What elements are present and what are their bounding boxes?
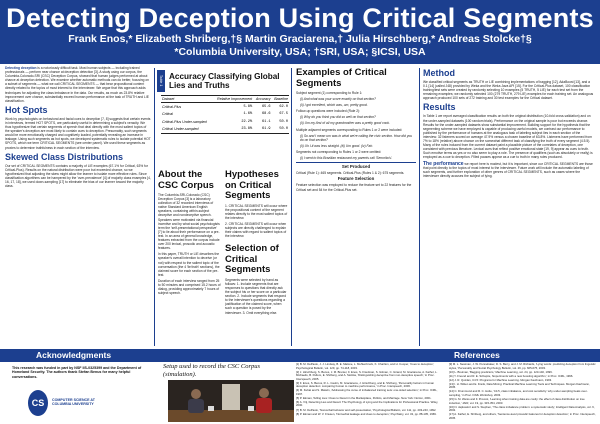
about-text: The Columbia-SRI-Colorado (CSC) Deception Corpus [3] is a laboratory collection of 32 recorded interviews of native Standard American English speakers, containing within-subject deceptive and nondeceptive speech. Speakers were motivated via financial incentive and by what social psychologists term the 'self-presentational perspective' [7] to lie about their performance on a pre-test. In an area of general knowledge, features extracted from the corpus include over 200 lexical, prosodic and acoustic features. <box>158 193 220 251</box>
hypothesis-item: 2. CRITICAL SEGMENTS will occur when subjects are directly challenged to explain their claims with regard to salient topics of the interview. <box>225 221 287 239</box>
table-cell: 61.1 <box>261 119 271 124</box>
table-cell: 65.6 <box>261 104 271 109</box>
reference-item: [9] M. L. Newman, J. W. Pennebaker, D. S. Berry, and J. M. Richards, 'Lying words: predicting deception from linguistic styles,' Personality and Social Psychology Bulletin, vol. 29, pp. 665-675, 2003. <box>449 363 596 370</box>
column-hypotheses <box>225 168 288 346</box>
examples-omitted: Segments not corresponding to Rules 1 or 2 were omitted: <box>296 149 382 154</box>
selection-heading: Selection of Critical Segments <box>225 243 279 276</box>
table-cell: Critical-Plus Under-sampled <box>162 119 207 124</box>
author-list: Frank Enos,* Elizabeth Shriberg,†§ Martin Graciarena,† Julia Hirschberg,* Andreas Stolcke†§ <box>68 33 532 45</box>
column-about <box>158 168 221 346</box>
table-cell: 67.5 <box>279 112 288 117</box>
reference-item: [15] G. M. Weiss and F. Provost, 'Learning when training data are costly: the effect of class distribution on tree induction,' JAIR, vol. 19, pp. 315-354, 2003. <box>449 397 585 405</box>
person-left-body <box>188 399 204 413</box>
performance-lead: The performance <box>423 160 464 167</box>
performance-text: we report here is modest, but it is important, since our CRITICAL SEGMENTS are those that point directly to the topics of most interest to the interviewer. Future work will include the automatic labeling of such segments, and further exploration of other genres of CRITICAL SEGMENTS, such as cases where the interviewer directly accuses the subject of lying. <box>423 161 593 178</box>
column-divider <box>419 68 420 346</box>
table-cell: Critical-Plus <box>162 104 182 109</box>
table-row <box>161 103 289 111</box>
hot-spots-heading: Hot Spots <box>5 104 48 115</box>
reference-item: [16] N. Japkowicz and S. Stephen, 'The class imbalance problem: a systematic study,' Intelligent Data Analysis, vol. 6, 2002. <box>449 404 595 413</box>
column-examples <box>296 66 416 348</box>
accuracy-table <box>161 95 289 134</box>
footer-bar <box>0 349 600 362</box>
person-left-head <box>191 389 201 399</box>
example-line: (ii) Uh I-it was less straight. (iii) Um good. (iv) Fair. <box>300 143 373 148</box>
example-line: (ii) Um my-first of all my grandmother was a pretty good cook. <box>300 121 390 126</box>
reference-item: [10] L. Breiman, 'Bagging predictors,' Machine Learning, vol. 24, pp. 123-140, 1996. <box>449 369 553 374</box>
example-line: (ii) I got excellent, which was, um, pretty good. <box>300 103 368 108</box>
table-cell: 5.8% <box>243 104 253 109</box>
column-method <box>423 66 595 348</box>
results-heading: Results <box>423 102 456 113</box>
examples-multiple: Multiple adjacent segments corresponding to Rules 1 or 2 were included: <box>296 127 403 132</box>
table-cell: 50.0 <box>272 126 289 134</box>
divider <box>296 162 416 163</box>
table-title: Accuracy Classifying Global Lies and Truths <box>169 72 280 90</box>
table-cell: 62.0 <box>279 104 288 109</box>
table-surface <box>168 410 294 422</box>
acknowledgments-heading: Acknowledgments <box>36 350 112 360</box>
performance-paragraph <box>423 162 595 178</box>
reference-item: [12] J. R. Quinlan, C4.5: Programs for Machine Learning. Morgan Kaufmann, 1993. <box>449 377 552 382</box>
reference-item: [4] M. Kubat and S. Matwin, 'Addressing the curse of imbalanced training sets: one-sided selection,' in Proc. ICML, 1997. <box>296 388 438 396</box>
table-cell: 22.2% <box>241 119 253 124</box>
intro-lead: Detecting deception <box>5 66 37 70</box>
table-header-relative-improvement: Relative Improvement <box>212 96 253 103</box>
references-list <box>296 363 596 423</box>
reference-item: [17] A. Kathol, E. Shriberg, and others, 'Sentence-level prosodic features for deception detection,' in Proc. Interspeech, 2005. <box>449 412 596 420</box>
table-cell: Critical Under-sampled <box>161 126 212 134</box>
table-cell: Critical <box>162 112 173 117</box>
table-cell: 50.0 <box>279 119 288 124</box>
set-produced-heading: Set Produced <box>341 164 371 170</box>
method-heading: Method <box>423 68 455 78</box>
table-label: Table 1 <box>157 70 165 92</box>
table-row <box>161 126 289 134</box>
feature-selection-heading: Feature Selection <box>337 176 375 182</box>
example-line: (i) I went to this Brazilian restaurant my parents call 'Senorita's'. <box>300 156 393 161</box>
table-cell: 68.6 <box>261 112 271 117</box>
reference-item: [1] B. M. DePaulo, J. J. Lindsay, B. E. Malone, L. Muhlenbruck, K. Charlton, and H. Cooper, 'Cues to deception,' Psychological Bulletin, vol. 129, pp. 74-118, 2003. <box>296 363 435 370</box>
recording-setup-photo <box>161 380 301 422</box>
about-heading: About the CSC Corpus <box>158 169 214 191</box>
example-line: (i) And what was your score exactly on that section? <box>300 97 376 102</box>
reference-item: [2] J. Hirschberg, S. Benus, J. M. Brenier, F. Enos, S. Friedman, S. Gilman, C. Girand, M. Graciarena, A. Kathol, L. Michaelis, B. Pellom, E. Shriberg, and A. Stolcke, 'Distinguishing deceptive from non-deceptive speech,' in Proc. Interspeech, 2005. <box>296 369 438 381</box>
table-1 <box>157 70 287 170</box>
poster-title: Detecting Deception Using Critical Segments <box>6 3 594 33</box>
example-line: (i) So and I mean um was in what we're calling the civic section. How did you do on that section? <box>300 133 413 142</box>
examples-subject-segment: Subject segment (1) corresponding to Rule 1: <box>296 91 363 95</box>
table-cell: 23.8% <box>212 126 253 134</box>
hypothesis-item: 1. CRITICAL SEGMENTS will occur where the propositional content of the segment relates directly to the most salient topics of the interview. <box>225 203 288 220</box>
setup-caption: Setup used to record the CSC Corpus (simulation). <box>163 363 261 378</box>
column-intro <box>5 66 151 348</box>
reference-item: [6] A. Vrij, Detecting Lies and Deceit: The Psychology of Lying and the Implications for Professional Practice. Wiley, 2000. <box>296 399 439 408</box>
person-right-head <box>259 388 269 398</box>
table-row <box>161 118 289 126</box>
reference-item: [3] F. Enos, S. Benus, R. L. Cautin, M. Graciarena, J. Hirschberg, and E. Shriberg, 'Personality factors in human deception detection: comparing human to machine performance,' in Proc. Interspeech, 2006. <box>296 380 435 389</box>
microphone-left <box>208 406 214 411</box>
examples-heading: Examples of Critical Segments <box>296 67 387 89</box>
reference-item: [14] C. Drummond and R. C. Holte, 'C4.5, class imbalance, and cost sensitivity: why under-sampling beats over-sampling,' in Proc. ICML Workshop, 2003. <box>449 389 588 397</box>
skewed-text: Our set of CRITICAL SEGMENTS contains a majority of LIE examples (67.1% for Critical, 63% for Critical-Plus). Results on the natural distribution were poor but exceeded chance, so we hypothesized that adjusting the skew might allow the learner to isolate more effective rules. Since classification algorithms can be hampered by the 'over-prevalence' [4] of majority class examples [4, 16, 17, 18], we used down-sampling [17] to eliminate the bias of our learner toward the majority class. <box>5 163 151 189</box>
table-row <box>161 111 289 119</box>
hypotheses-heading: Hypotheses on Critical Segments <box>225 169 279 201</box>
table-cell: 61.9 <box>253 126 271 134</box>
results-text: In Table 1 we report averaged classification results on both the original distribution (10-fold cross-validation) and on the under-sampled datasets (100 random trials). Performance on the original sample is poor but exceeds chance. Results for the under-sampled datasets show substantial improvement. Building support for the hypothesis that the segmenting scheme we have employed is capable of producing useful models, we contrast our performance to published by the performance of humans at the analogous task of labeling subject lies in each section of the interview: 32 listeners scored on average 47.9% versus a chosen baseline of 63.8%. Listeners have performed from 7% to 18% (relative) above chance on the somewhat different task of classifying the truth of every segment (4.5.5). Many of the rules induced from the current dataset paint a plausible picture of the correlates of deception, one consistent with previous literature. Lexical cues that reflect positive emotional state [19, 9] appear as cues to truth. Such emotive terms as yes or no also seem to play a role. The presence of qualifiers (such as absolutely or really) is employed as a cue to deception. Filled pauses appear as a cue to truth in many rules produced. <box>423 114 593 160</box>
person-right-body <box>256 398 272 413</box>
affiliations: *Columbia University, USA; †SRI, USA; §ICSI, USA <box>174 46 426 58</box>
reference-item: [8] P. Ekman and W. V. Friesen, 'Nonverbal leakage and clues to deception,' Psychiatry, vol. 32, pp. 88-105, 1969. <box>296 411 437 416</box>
reference-item: [13] I. H. Witten and E. Frank, Data Mining: Practical Machine Learning Tools and Techniques. Morgan Kaufmann, 2005. <box>449 381 590 390</box>
selection-text: Segments were selected by hand as follows: 1. Include segments that are responses to questions that directly ask the subject his or her score on a particular section. 2. Include segments that respond to the interviewer's questions regarding a justification of the claimed score, when such a question is posed by the interviewer. 3. Omit everything else. <box>225 277 287 315</box>
set-produced-text: Critical (Rule 1): 465 segments. Critical-Plus (Rules 1 & 2): 675 segments. <box>296 171 405 176</box>
logo-caption: COMPUTER SCIENCE AT COLUMBIA UNIVERSITY <box>52 398 95 407</box>
reference-item: [5] P. Ekman, Telling Lies: Clues to Deceit in the Marketplace, Politics, and Marriage. New York: Norton, 2001. <box>296 395 432 400</box>
skewed-heading: Skewed Class Distributions <box>5 151 124 162</box>
intro-text: is a notoriously difficult task. Most human subjects — including trained professionals — perform near chance at deception detection [3]. A study using our corpus, the Columbia-Colorado-SRI (CSC) Deception Corpus, showed that human judges performed at about chance at deception detection. We examine whether automatic methods can do better, focusing on a subset of segments — what we call CRITICAL SEGMENTS — that bear propositional content directly related to the topics of most interest to the interviewer. We argue that this approach adds techniques for adjusting the class imbalance in the data. Our results, as much as 23.8% relative improvement over chance, substantially exceed human performance at the task of TRUTH and LIE classification. <box>5 66 149 103</box>
table-header-dataset: Dataset <box>161 96 212 103</box>
column-divider <box>291 68 292 346</box>
intro-paragraph <box>5 66 151 103</box>
column-divider <box>154 68 155 346</box>
feature-selection-text: Feature selection was employed to reduce the feature set to 22 features for the Critical set and 54 for the Critical-Plus set. <box>296 183 412 192</box>
reference-item: [7] B. M. DePaulo, 'Nonverbal behavior and self-presentation,' Psychological Bulletin, vol. 111, pp. 203-243, 1992. <box>296 407 437 412</box>
table-header-baseline: Baseline <box>272 96 289 103</box>
about-text-3: Duration of each interview ranged from 25 to 50 minutes and comprised 15.2 hours of dialog, providing approximately 7 hours of subject speech. <box>158 278 221 296</box>
example-line: (i) Why do you think you did so well on that section? <box>300 115 376 120</box>
acknowledgments-text: This research was funded in part by NSF IIS-0325399 and the Department of Homeland Security. The authors thank Stefan Benus for many helpful conversations. <box>12 366 142 379</box>
microphone-right <box>248 406 254 411</box>
acknowledgments-box <box>0 362 158 424</box>
reference-item: [11] Y. Freund and R. E. Schapire, 'Experiments with a new boosting algorithm,' in Proc. ICML, 1996. <box>449 373 574 378</box>
table-header-accuracy: Accuracy <box>253 96 271 103</box>
about-text-2: In this paper, TRUTH or LIE describes the speaker's overall intention to deceive (or not) with respect to the salient topic of the conversation (the 4 'lie/truth' sections), the claimed score for each section of the pre-test. <box>158 252 220 277</box>
examples-followup: Follow-up questions were included (Rule 2): <box>296 109 361 114</box>
references-heading: References <box>454 350 500 360</box>
table-cell: 1.6% <box>243 112 253 117</box>
title-banner <box>0 0 600 64</box>
columbia-cs-logo: CS <box>28 390 48 416</box>
hot-spots-text: Work by psychologists on behavioral and facial cues to deception [7, 8] suggests that certain events in interviews, termed HOT SPOTS, are particularly useful in determining a subject's veracity. We thus hypothesize that certain segments of speech that deal directly with the most salient topics of the speaker's deception are most likely to contain cues to deception. Presumably, such segments would be more emotionally charged and cognitively loaded, potentially revealing an increase in leakage. Using such segments as hot spots, we developed systematic rules to isolate potential HOT SPOTS, which we term CRITICAL SEGMENTS (see center panel). We used these segments as proxies to determine truthfulness in each section of the interview. <box>5 116 151 150</box>
method-text: We classified critical segments as TRUTH or LIE combining implementations of bagging [12], AdaBoost [13], and a 0.1 [14] (called J48) provided by Weka and the Weka Java API [15]. For the Critical-Plus dataset, 100 classification training/test sets were created by randomly selecting 10 examples (5 TRUTH, 5 LIE) for each test set from the remaining examples; we randomly selected 100 (279 TRUTH, 279 LIE) examples for each training set. An analogous approach produced 100 sets of 272 training and 30 test examples for the Critical dataset. <box>423 80 594 101</box>
